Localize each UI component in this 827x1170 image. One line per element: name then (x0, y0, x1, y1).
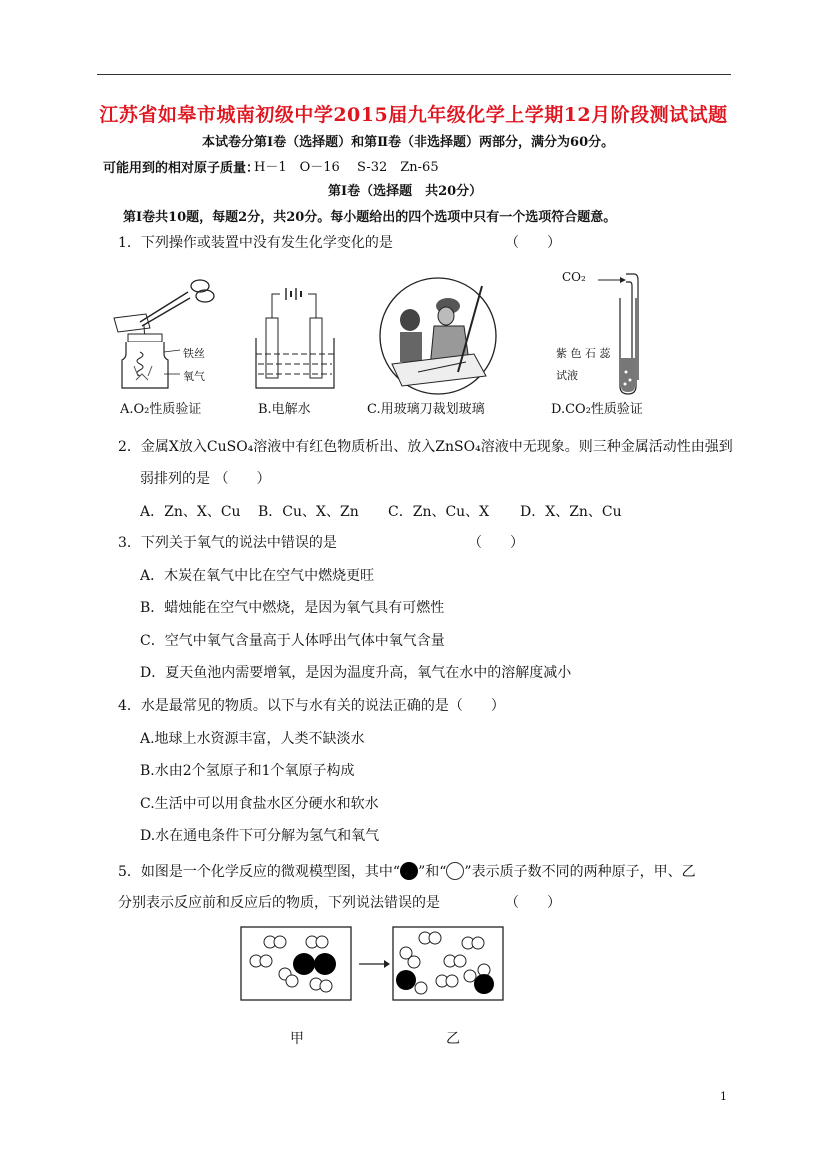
page-number: 1 (720, 1090, 727, 1103)
question-3-stem: 3．下列关于氧气的说法中错误的是 (118, 535, 337, 551)
question-2-option-a[interactable]: A．Zn、X、Cu (140, 504, 241, 520)
question-3-option-a[interactable]: A．木炭在氧气中比在空气中燃烧更旺 (140, 568, 375, 584)
atomic-mass-label: 可能用到的相对原子质量： (103, 161, 260, 176)
question-3-bracket: （ ） (468, 535, 524, 551)
exam-intro: 本试卷分第Ⅰ卷（选择题）和第Ⅱ卷（非选择题）两部分，满分为60分。 (202, 135, 615, 150)
figure-d-co2-litmus (590, 268, 660, 398)
figure-b-electrolysis (250, 278, 350, 398)
black-atom-icon (400, 862, 418, 880)
reaction-model-diagram (238, 924, 538, 1004)
white-atom-icon (446, 862, 464, 880)
figure-a-label-oxygen: 氧气 (183, 370, 205, 383)
question-2-option-c[interactable]: C．Zn、Cu、X (388, 504, 490, 520)
figure-d-label-litmus-line1: 紫 色 石 蕊 (556, 347, 611, 360)
question-3-option-c[interactable]: C．空气中氧气含量高于人体呼出气体中氧气含量 (140, 633, 445, 649)
figure-c-glass-cutting (378, 276, 498, 396)
question-5-stem-part3: ”表示质子数不同的两种原子，甲、乙 (464, 864, 696, 880)
atomic-mass-values: H－1 O－16 S-32 Zn-65 (254, 160, 439, 175)
question-4-option-d[interactable]: D.水在通电条件下可分解为氢气和氧气 (140, 828, 380, 844)
figure-b-caption: B.电解水 (258, 402, 311, 417)
question-4-option-a[interactable]: A.地球上水资源丰富，人类不缺淡水 (140, 731, 365, 747)
question-2-option-d[interactable]: D．X、Zn、Cu (520, 504, 622, 520)
section-instructions: 第Ⅰ卷共10题，每题2分，共20分。每小题给出的四个选项中只有一个选项符合题意。 (123, 210, 617, 225)
question-2-option-b[interactable]: B．Cu、X、Zn (258, 504, 359, 520)
question-3-option-b[interactable]: B．蜡烛能在空气中燃烧，是因为氧气具有可燃性 (140, 600, 445, 616)
question-1-stem: 1．下列操作或装置中没有发生化学变化的是 (118, 235, 393, 251)
question-4-option-c[interactable]: C.生活中可以用食盐水区分硬水和软水 (140, 796, 379, 812)
top-rule (97, 74, 731, 75)
diagram-label-after: 乙 (446, 1031, 460, 1047)
question-5-stem-part1: 5．如图是一个化学反应的微观模型图，其中“ (118, 864, 401, 880)
figure-d-label-co2: CO₂ (562, 270, 586, 284)
figure-d-label-litmus-line2: 试液 (556, 369, 578, 382)
figure-a-caption: A.O₂性质验证 (120, 402, 202, 417)
figure-c-caption: C.用玻璃刀裁划玻璃 (367, 402, 485, 417)
page-title: 江苏省如皋市城南初级中学2015届九年级化学上学期12月阶段测试试题 (99, 104, 728, 126)
question-3-option-d[interactable]: D．夏天鱼池内需要增氧，是因为温度升高，氧气在水中的溶解度减小 (140, 665, 572, 681)
question-5-stem-part2: ”和“ (418, 864, 447, 880)
question-5-bracket: （ ） (505, 895, 561, 911)
question-5-stem-line1 (118, 861, 696, 881)
diagram-label-before: 甲 (290, 1031, 304, 1047)
question-5-stem-line2: 分别表示反应前和反应后的物质，下列说法错误的是 (118, 895, 440, 911)
question-4-option-b[interactable]: B.水由2个氢原子和1个氧原子构成 (140, 763, 355, 779)
figure-a-label-iron: 铁丝 (183, 347, 205, 360)
question-2-stem-line1: 2．金属X放入CuSO₄溶液中有红色物质析出、放入ZnSO₄溶液中无现象。则三种金属活动性由强到 (118, 439, 733, 455)
question-2-stem-line2: 弱排列的是 （ ） (140, 471, 271, 487)
question-4-stem: 4．水是最常见的物质。以下与水有关的说法正确的是（ ） (118, 698, 505, 714)
question-1-bracket: （ ） (505, 235, 561, 251)
figure-d-caption: D.CO₂性质验证 (551, 402, 643, 417)
section-title: 第Ⅰ卷（选择题 共20分） (328, 184, 483, 199)
figure-a-oxygen-iron (110, 270, 225, 400)
